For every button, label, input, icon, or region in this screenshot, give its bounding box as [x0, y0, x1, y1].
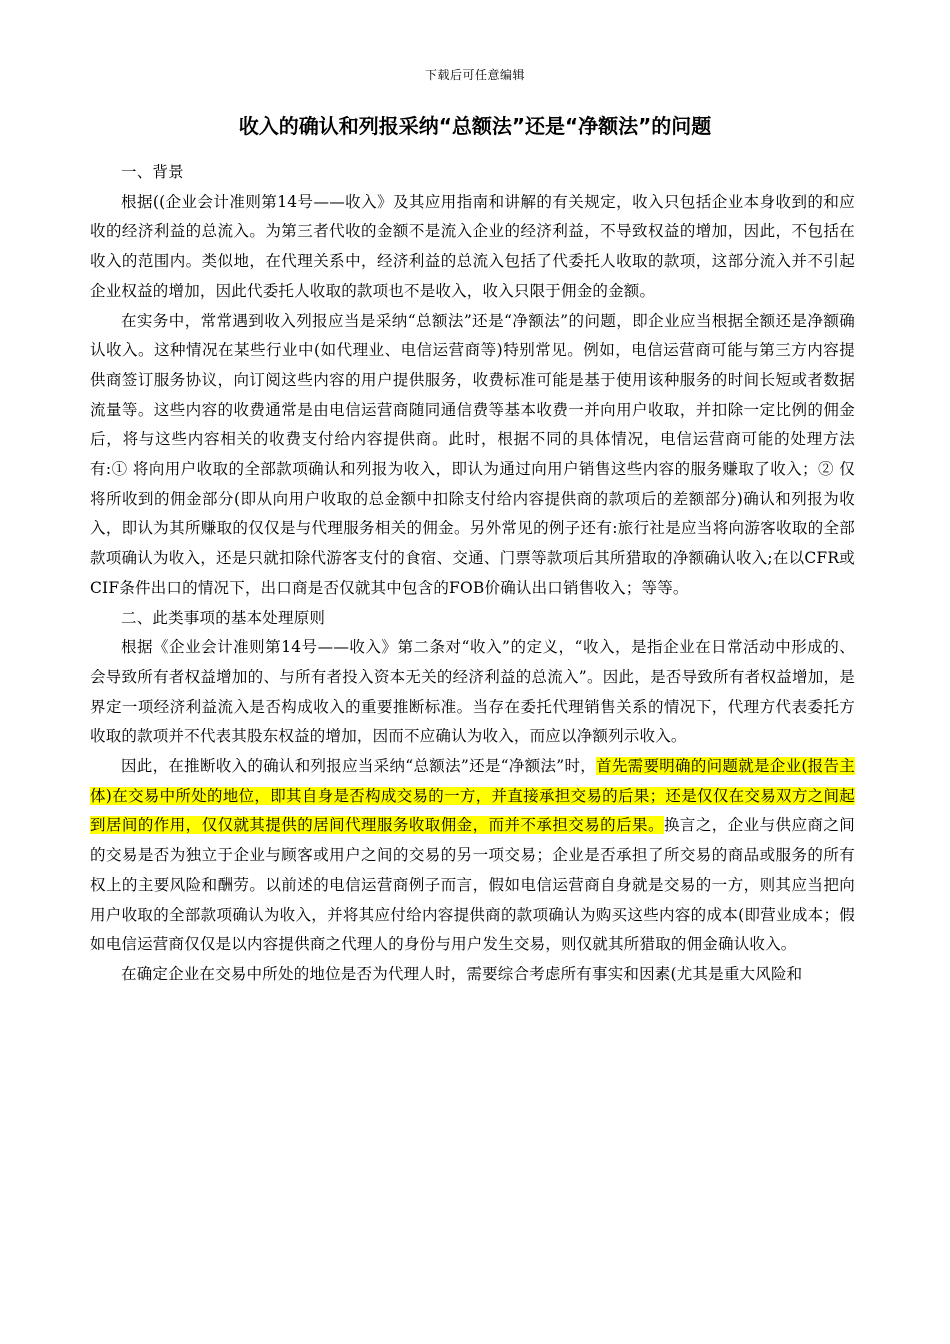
paragraph-1: 根据((企业会计准则第14号——收入》及其应用指南和讲解的有关规定，收入只包括企业本身收到的和应收的经济利益的总流入。为第三者代收的金额不是流入企业的经济利益，不导致权益的增加，因此，不包括在收入的范围内。类似地，在代理关系中，经济利益的总流入包括了代委托人收取的款项，这部分流入并不引起企业权益的增加，因此代委托人收取的款项也不是收入，收入只限于佣金的金额。	[90, 192, 855, 300]
paragraph-4-lead: 因此，在推断收入的确认和列报应当采纳“总额法”还是“净额法”时，	[121, 757, 597, 776]
document-title: 收入的确认和列报采纳“总额法”还是“净额法”的问题	[238, 114, 712, 138]
paragraph-4	[90, 752, 855, 960]
header-note: 下载后可任意编辑	[424, 68, 525, 82]
section-heading-background: 一、背景	[121, 163, 184, 181]
paragraph-4-tail: 换言之，企业与供应商之间的交易是否为独立于企业与顾客或用户之间的交易的另一项交易；企业是否承担了所交易的商品或服务的所有权上的主要风险和酬劳。以前述的电信运营商例子而言，假如电信运营商自身就是交易的一方，则其应当把向用户收取的全部款项确认为收入，并将其应付给内容提供商的款项确认为购买这些内容的成本(即营业成本；假如电信运营商仅仅是以内容提供商之代理人的身份与用户发生交易，则仅就其所猎取的佣金确认收入。	[90, 816, 856, 954]
highlighted-text: 首先需要明确的问题就是企业(报告主体)在交易中所处的地位，即其自身是否构成交易的一方，并直接承担交易的后果；还是仅仅在交易双方之间起到居间的作用，仅仅就其提供的居间代理服务收取佣金，而并不承担交易的后果。	[90, 757, 855, 835]
section-heading-principles: 二、此类事项的基本处理原则	[121, 608, 326, 627]
paragraph-2: 在实务中，常常遇到收入列报应当是采纳“总额法”还是“净额法”的问题，即企业应当根据全额还是净额确认收入。这种情况在某些行业中(如代理业、电信运营商等)特别常见。例如，电信运营商可能与第三方内容提供商签订服务协议，向订阅这些内容的用户提供服务，收费标准可能是基于使用该种服务的时间长短或者数据流量等。这些内容的收费通常是由电信运营商随同通信费等基本收费一并向用户收取，并扣除一定比例的佣金后，将与这些内容相关的收费支付给内容提供商。此时，根据不同的具体情况，电信运营商可能的处理方法有:① 将向用户收取的全部款项确认和列报为收入，即认为通过向用户销售这些内容的服务赚取了收入；② 仅将所收到的佣金部分(即从向用户收取的总金额中扣除支付给内容提供商的款项后的差额部分)确认和列报为收入，即认为其所赚取的仅仅是与代理服务相关的佣金。另外常见的例子还有:旅行社是应当将向游客收取的全部款项确认为收入，还是只就扣除代游客支付的食宿、交通、门票等款项后其所猎取的净额确认收入;在以CFR或CIF条件出口的情况下，出口商是否仅就其中包含的FOB价确认出口销售收入；等等。	[90, 311, 855, 597]
paragraph-3: 根据《企业会计准则第14号——收入》第二条对“收入”的定义，“收入，是指企业在日常活动中形成的、会导致所有者权益增加的、与所有者投入资本无关的经济利益的总流入”。因此，是否导致所有者权益增加，是界定一项经济利益流入是否构成收入的重要推断标准。当存在委托代理销售关系的情况下，代理方代表委托方收取的款项并不代表其股东权益的增加，因而不应确认为收入，而应以净额列示收入。	[90, 638, 855, 746]
paragraph-5: 在确定企业在交易中所处的地位是否为代理人时，需要综合考虑所有事实和因素(尤其是重大风险和	[121, 964, 803, 983]
document-body	[90, 158, 855, 990]
